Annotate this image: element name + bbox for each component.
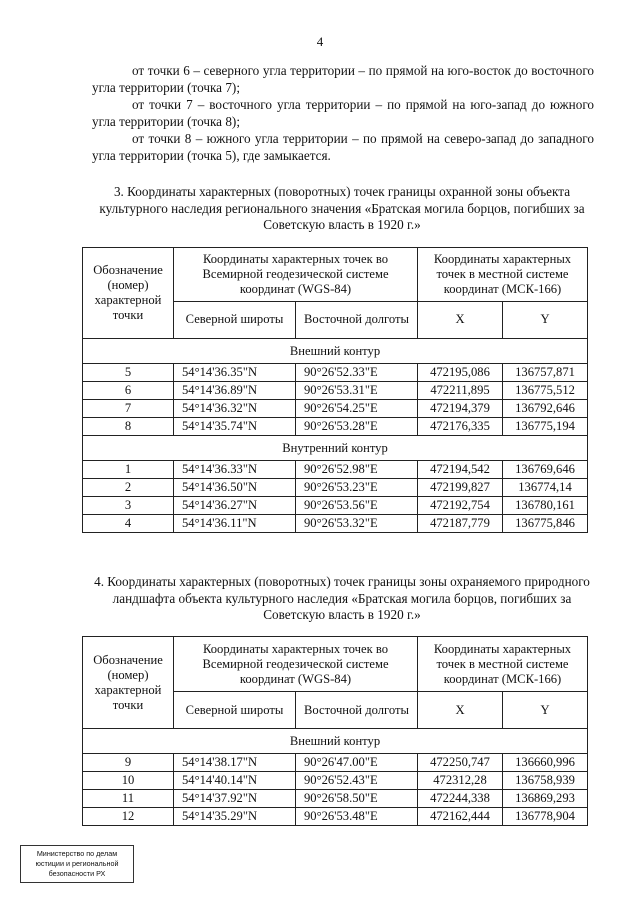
longitude: 90°26'53.56"E	[296, 497, 418, 515]
table-row	[83, 497, 588, 515]
table-row	[83, 515, 588, 533]
x-value: 472194,542	[418, 461, 503, 479]
east-header: Восточной долготы	[296, 301, 418, 338]
point-number: 12	[83, 808, 174, 826]
outer-contour-row	[83, 339, 588, 364]
longitude: 90°26'53.48"E	[296, 808, 418, 826]
y-value: 136775,512	[503, 382, 588, 400]
x-value: 472312,28	[418, 772, 503, 790]
x-header: X	[418, 692, 503, 729]
point-number: 4	[83, 515, 174, 533]
outer-contour-label: Внешний контур	[83, 729, 588, 754]
y-value: 136869,293	[503, 790, 588, 808]
longitude: 90°26'53.32"E	[296, 515, 418, 533]
x-value: 472211,895	[418, 382, 503, 400]
table-row	[83, 418, 588, 436]
y-value: 136769,646	[503, 461, 588, 479]
y-value: 136775,846	[503, 515, 588, 533]
point-number: 5	[83, 364, 174, 382]
msk-header: Координаты характерных точек в местной системе координат (МСК-166)	[418, 248, 588, 302]
table-row	[83, 790, 588, 808]
wgs-header: Координаты характерных точек во Всемирной геодезической системе координат (WGS-84)	[174, 637, 418, 692]
designation-header: Обозначение (номер) характерной точки	[83, 637, 174, 729]
latitude: 54°14'35.29"N	[174, 808, 296, 826]
y-value: 136758,939	[503, 772, 588, 790]
stamp-line: юстиции и региональной	[35, 859, 119, 868]
section-3-table	[82, 247, 588, 533]
longitude: 90°26'53.23"E	[296, 479, 418, 497]
outer-contour-label: Внешний контур	[83, 339, 588, 364]
point-number: 7	[83, 400, 174, 418]
header-row	[83, 637, 588, 692]
paragraph: от точки 7 – восточного угла территории – по прямой на юго-запад до южного угла территории (точка 8);	[92, 97, 594, 129]
longitude: 90°26'52.33"E	[296, 364, 418, 382]
y-value: 136778,904	[503, 808, 588, 826]
point-number: 6	[83, 382, 174, 400]
latitude: 54°14'40.14"N	[174, 772, 296, 790]
route-description	[92, 62, 594, 164]
ministry-stamp	[20, 845, 134, 883]
point-number: 10	[83, 772, 174, 790]
y-value: 136757,871	[503, 364, 588, 382]
point-number: 11	[83, 790, 174, 808]
point-number: 8	[83, 418, 174, 436]
y-value: 136775,194	[503, 418, 588, 436]
y-value: 136792,646	[503, 400, 588, 418]
latitude: 54°14'38.17"N	[174, 754, 296, 772]
x-value: 472195,086	[418, 364, 503, 382]
longitude: 90°26'53.28"E	[296, 418, 418, 436]
outer-contour-row	[83, 729, 588, 754]
stamp-line: Министерство по делам	[36, 849, 118, 858]
point-number: 9	[83, 754, 174, 772]
x-value: 472244,338	[418, 790, 503, 808]
latitude: 54°14'36.32"N	[174, 400, 296, 418]
table-row	[83, 479, 588, 497]
point-number: 3	[83, 497, 174, 515]
point-number: 2	[83, 479, 174, 497]
section-4-table	[82, 636, 588, 826]
y-value: 136660,996	[503, 754, 588, 772]
north-header: Северной широты	[174, 301, 296, 338]
x-value: 472192,754	[418, 497, 503, 515]
section-4-title: 4. Координаты характерных (поворотных) точек границы зоны охраняемого природного ландшафта объекта культурного наследия «Братская могила борцов, погибших за Советскую власть в 1920 г.»	[94, 574, 590, 622]
msk-header: Координаты характерных точек в местной системе координат (МСК-166)	[418, 637, 588, 692]
latitude: 54°14'37.92"N	[174, 790, 296, 808]
latitude: 54°14'35.74"N	[174, 418, 296, 436]
latitude: 54°14'36.11"N	[174, 515, 296, 533]
header-row	[83, 248, 588, 302]
table-row	[83, 364, 588, 382]
inner-contour-row	[83, 436, 588, 461]
x-value: 472162,444	[418, 808, 503, 826]
east-header: Восточной долготы	[296, 692, 418, 729]
latitude: 54°14'36.50"N	[174, 479, 296, 497]
table-row	[83, 772, 588, 790]
x-value: 472176,335	[418, 418, 503, 436]
section-3-title: 3. Координаты характерных (поворотных) точек границы охранной зоны объекта культурного наследия регионального значения «Братская могила борцов, погибших за Советскую власть в 1920 г.»	[99, 184, 585, 232]
inner-contour-label: Внутренний контур	[83, 436, 588, 461]
y-header: Y	[503, 692, 588, 729]
x-value: 472187,779	[418, 515, 503, 533]
north-header: Северной широты	[174, 692, 296, 729]
x-value: 472250,747	[418, 754, 503, 772]
latitude: 54°14'36.27"N	[174, 497, 296, 515]
latitude: 54°14'36.33"N	[174, 461, 296, 479]
latitude: 54°14'36.89"N	[174, 382, 296, 400]
y-header: Y	[503, 301, 588, 338]
wgs-header: Координаты характерных точек во Всемирной геодезической системе координат (WGS-84)	[174, 248, 418, 302]
longitude: 90°26'54.25"E	[296, 400, 418, 418]
x-header: X	[418, 301, 503, 338]
table-row	[83, 400, 588, 418]
paragraph: от точки 8 – южного угла территории – по прямой на северо-запад до западного угла территории (точка 5), где замыкается.	[92, 131, 594, 163]
x-value: 472194,379	[418, 400, 503, 418]
longitude: 90°26'47.00"E	[296, 754, 418, 772]
x-value: 472199,827	[418, 479, 503, 497]
longitude: 90°26'52.98"E	[296, 461, 418, 479]
y-value: 136774,14	[503, 479, 588, 497]
latitude: 54°14'36.35"N	[174, 364, 296, 382]
stamp-line: безопасности РХ	[48, 869, 106, 878]
designation-header: Обозначение (номер) характерной точки	[83, 248, 174, 339]
table-row	[83, 382, 588, 400]
longitude: 90°26'58.50"E	[296, 790, 418, 808]
longitude: 90°26'52.43"E	[296, 772, 418, 790]
table-row	[83, 808, 588, 826]
paragraph: от точки 6 – северного угла территории – по прямой на юго-восток до восточного угла территории (точка 7);	[92, 63, 594, 95]
point-number: 1	[83, 461, 174, 479]
y-value: 136780,161	[503, 497, 588, 515]
page-number: 4	[316, 34, 324, 49]
longitude: 90°26'53.31"E	[296, 382, 418, 400]
table-row	[83, 461, 588, 479]
table-row	[83, 754, 588, 772]
